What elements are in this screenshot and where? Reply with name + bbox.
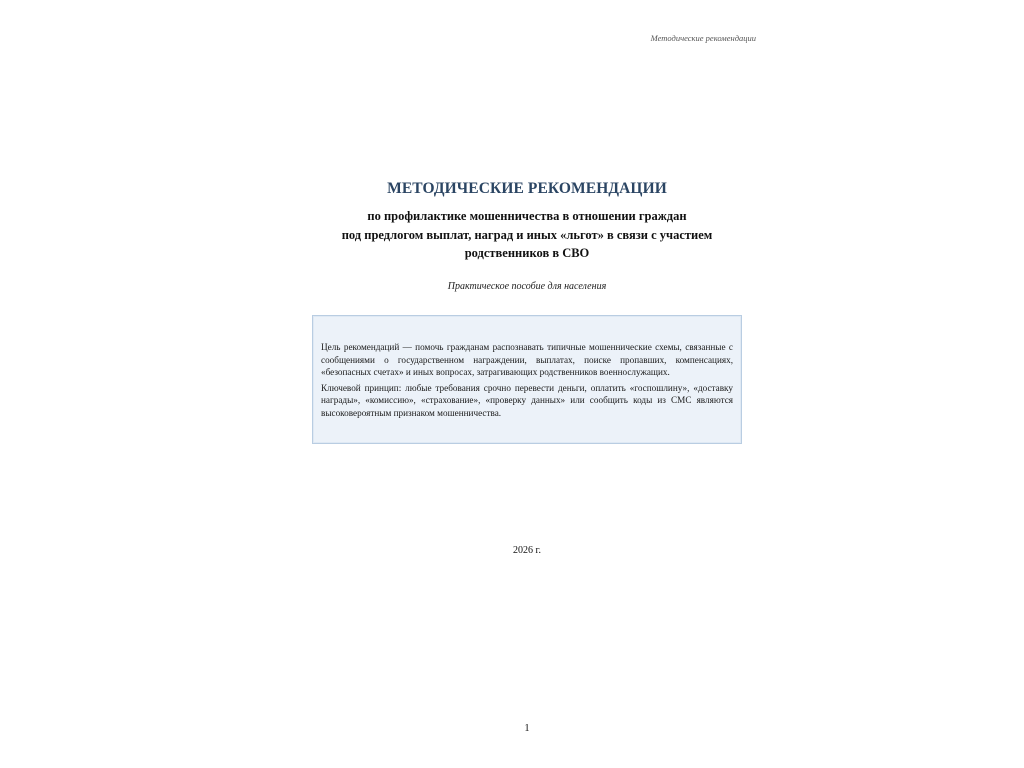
callout-paragraph-purpose: Цель рекомендаций — помочь гражданам распознавать типичные мошеннические схемы, связанные с сообщениями о государственном награждении, выплатах, поиске пропавших, компенсациях, «безопасных счетах» и иных вопросах, затрагивающих родственников военнослужащих. bbox=[321, 342, 733, 377]
callout-paragraph-principle: Ключевой принцип: любые требования срочно перевести деньги, оплатить «госпошлину», «доставку награды», «комиссию», «страхование», «проверку данных» или сообщить коды из СМС являются высоковероятным признаком мошенничества. bbox=[321, 382, 733, 418]
document-subtitle bbox=[292, 207, 762, 263]
subtitle-line: родственников в СВО bbox=[464, 246, 590, 260]
publication-year: 2026 г. bbox=[513, 545, 541, 556]
subtitle-line: под предлогом выплат, наград и иных «льгот» в связи с участием bbox=[341, 227, 713, 242]
purpose-callout-box bbox=[312, 315, 742, 444]
document-tagline: Практическое пособие для населения bbox=[447, 281, 607, 292]
page-number: 1 bbox=[524, 723, 530, 734]
document-title: МЕТОДИЧЕСКИЕ РЕКОМЕНДАЦИИ bbox=[387, 180, 667, 197]
running-header: Методические рекомендации bbox=[650, 33, 756, 43]
subtitle-line: по профилактике мошенничества в отношении граждан bbox=[367, 209, 687, 223]
